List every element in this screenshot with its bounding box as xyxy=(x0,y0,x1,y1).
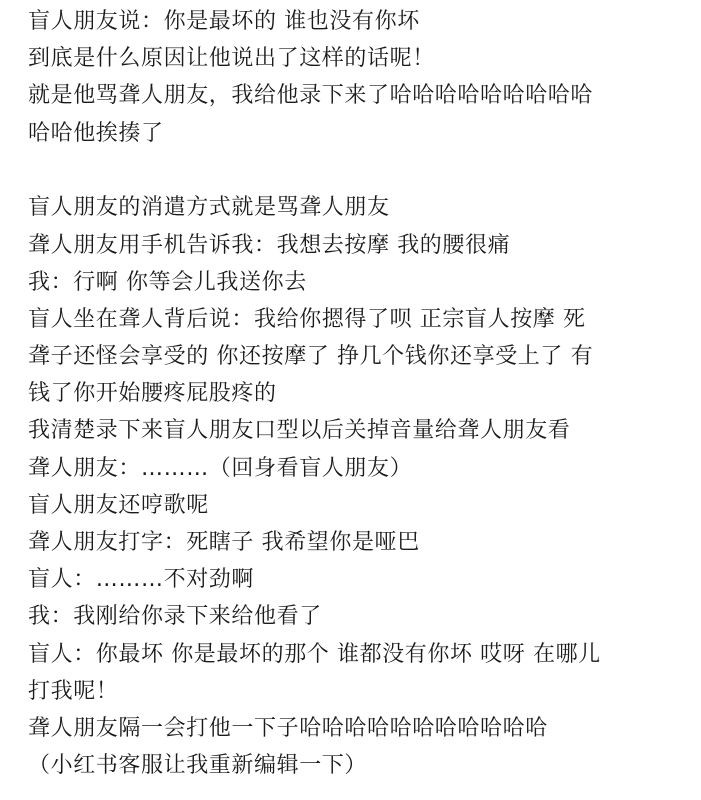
paragraph-spacer xyxy=(28,152,696,190)
text-line: 盲人朋友说：你是最坏的 谁也没有你坏 xyxy=(28,9,420,34)
post-text xyxy=(28,3,696,784)
text-line: 盲人：你最坏 你是最坏的那个 谁都没有你坏 哎呀 在哪儿 xyxy=(28,641,601,667)
text-line: 我清楚录下来盲人朋友口型以后关掉音量给聋人朋友看 xyxy=(28,418,571,444)
text-line: 盲人：………不对劲啊 xyxy=(28,567,255,593)
text-line: 到底是什么原因让他说出了这样的话呢！ xyxy=(28,46,435,72)
text-line: 就是他骂聋人朋友，我给他录下来了哈哈哈哈哈哈哈哈哈 xyxy=(28,83,594,109)
text-line: 我：我刚给你录下来给他看了 xyxy=(28,604,322,630)
text-line: 打我呢！ xyxy=(28,678,119,704)
text-line: 钱了你开始腰疼屁股疼的 xyxy=(28,381,277,407)
text-line: 聋人朋友打字：死瞎子 我希望你是哑巴 xyxy=(28,530,420,556)
text-line: 聋人朋友用手机告诉我：我想去按摩 我的腰很痛 xyxy=(28,232,511,258)
paragraph-2 xyxy=(28,189,696,784)
text-line: （小红书客服让我重新编辑一下） xyxy=(28,753,368,779)
text-line: 哈哈他挨揍了 xyxy=(28,120,164,146)
text-line: 盲人朋友的消遣方式就是骂聋人朋友 xyxy=(28,195,390,221)
paragraph-1 xyxy=(28,3,696,152)
text-line: 聋人朋友隔一会打他一下子哈哈哈哈哈哈哈哈哈哈哈 xyxy=(28,715,548,741)
text-line: 聋人朋友：………（回身看盲人朋友） xyxy=(28,455,413,481)
text-line: 聋子还怪会享受的 你还按摩了 挣几个钱你还享受上了 有 xyxy=(28,344,594,370)
text-line: 盲人朋友还哼歌呢 xyxy=(28,492,209,518)
text-line: 盲人坐在聋人背后说：我给你摁得了呗 正宗盲人按摩 死 xyxy=(28,306,586,332)
text-line: 我：行啊 你等会儿我送你去 xyxy=(28,269,307,295)
